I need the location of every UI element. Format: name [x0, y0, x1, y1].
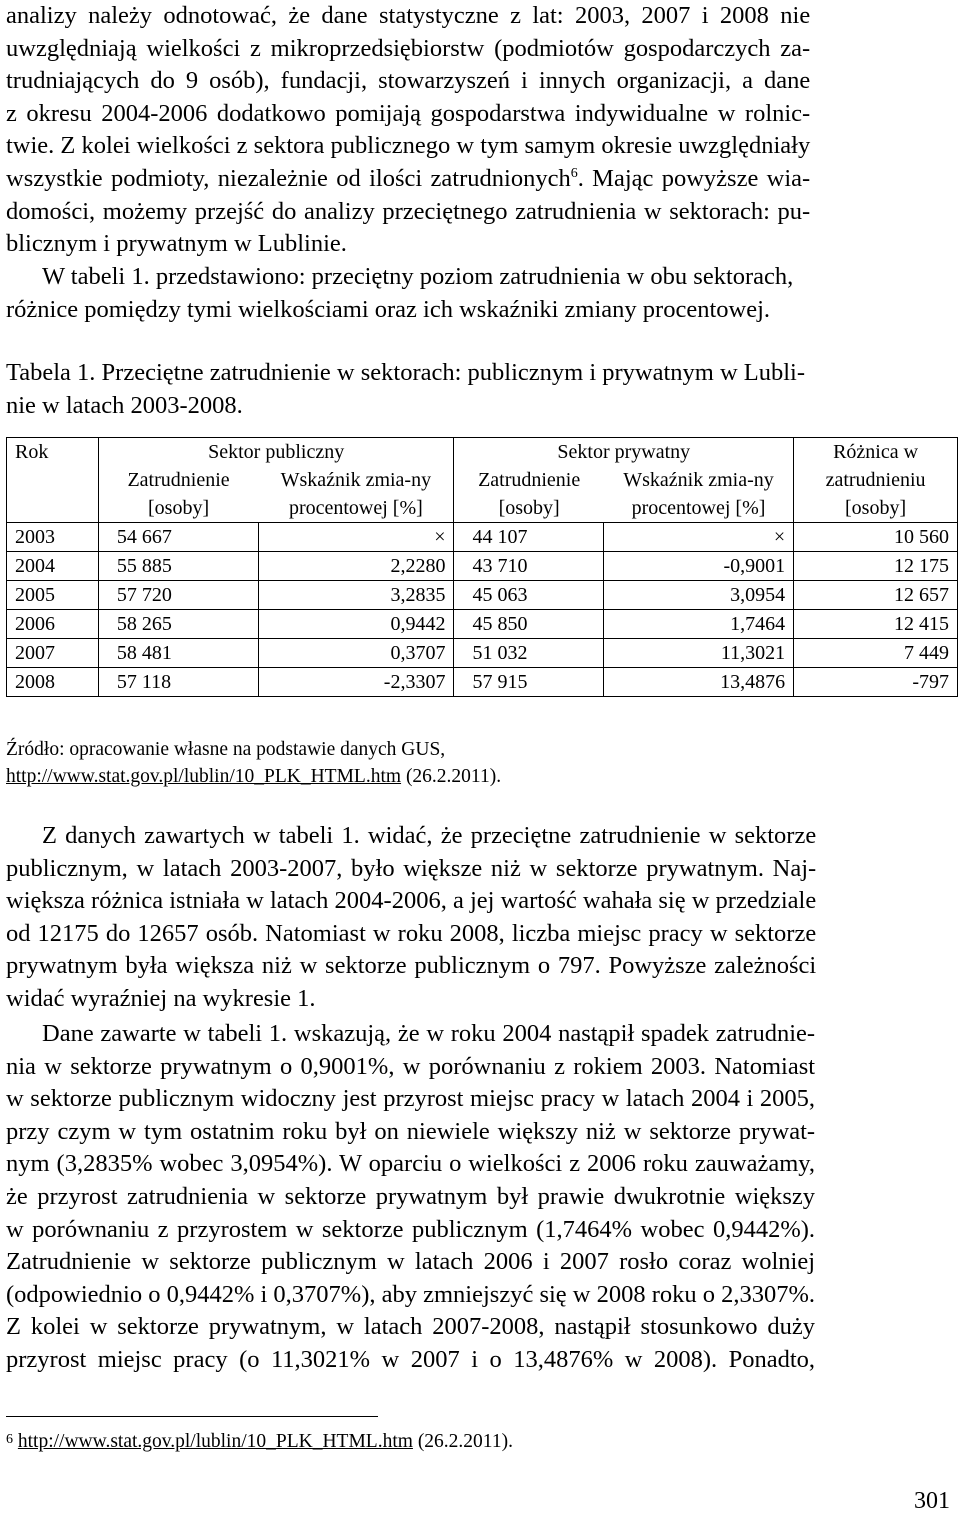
text-line: prywatnym była większa niż w sektorze publicznym o 797. Powyższe zależności	[6, 952, 817, 980]
source-link[interactable]: http://www.stat.gov.pl/lublin/10_PLK_HTML.htm	[6, 766, 402, 787]
cell-public-index: 0,3707	[258, 639, 454, 668]
table-row	[7, 552, 958, 581]
subheader-public-index: Wskaźnik zmia-ny procentowej [%]	[258, 466, 454, 523]
cell-private-index: ×	[604, 523, 794, 552]
cell-year: 2005	[7, 581, 99, 610]
table-header-row	[7, 438, 958, 467]
text-line: Dane zawarte w tabeli 1. wskazują, że w roku 2004 nastąpił spadek zatrudnie-	[42, 1020, 816, 1047]
footnote-number: 6	[6, 1432, 13, 1447]
text-line: W tabeli 1. przedstawiono: przeciętny poziom zatrudnienia w obu sektorach,	[42, 263, 794, 290]
paragraph-analysis-1	[6, 820, 816, 1016]
cell-private-employment: 43 710	[454, 552, 604, 581]
text-line: różnice pomiędzy tymi wielkościami oraz ich wskaźniki zmiany procentowej.	[6, 295, 771, 323]
cell-private-index: 3,0954	[604, 581, 794, 610]
cell-difference: 12 415	[794, 610, 958, 639]
text-line: widać wyraźniej na wykresie 1.	[6, 984, 316, 1012]
source-line	[6, 763, 501, 790]
cell-public-employment: 57 118	[98, 668, 258, 697]
cell-private-employment: 51 032	[454, 639, 604, 668]
cell-private-index: -0,9001	[604, 552, 794, 581]
header-difference: Różnica w zatrudnieniu [osoby]	[794, 438, 958, 523]
cell-year: 2007	[7, 639, 99, 668]
paragraph-intro	[6, 0, 810, 261]
text-line: Zatrudnienie w sektorze publicznym w latach 2006 i 2007 rosło coraz wolniej	[6, 1248, 816, 1276]
footnote-date: (26.2.2011).	[412, 1431, 513, 1452]
cell-year: 2008	[7, 668, 99, 697]
text-line: w porównaniu z przyrostem w sektorze publicznym (1,7464% wobec 0,9442%).	[6, 1215, 816, 1243]
text-line: Z danych zawartych w tabeli 1. widać, że przeciętne zatrudnienie w sektorze	[42, 822, 817, 849]
text-line: Tabela 1. Przeciętne zatrudnienie w sektorach: publicznym i prywatnym w Lubli-	[6, 359, 806, 386]
cell-public-employment: 54 667	[98, 523, 258, 552]
table-source	[6, 736, 501, 790]
text-line: analizy należy odnotować, że dane statystyczne z lat: 2003, 2007 i 2008 nie	[6, 2, 811, 29]
text-line: że przyrost zatrudnienia w sektorze prywatnym był prawie dwukrotnie większy	[6, 1182, 816, 1210]
cell-private-index: 13,4876	[604, 668, 794, 697]
text-line: blicznym i prywatnym w Lublinie.	[6, 230, 347, 258]
cell-private-employment: 57 915	[454, 668, 604, 697]
text-fragment: . Mając powyższe wia-	[577, 164, 811, 192]
cell-public-employment: 58 265	[98, 610, 258, 639]
paragraph-table-intro	[6, 261, 793, 326]
text-line: twie. Z kolei wielkości z sektora publicznego w tym samym okresie uwzględniały	[6, 132, 811, 160]
text-line: uwzględniają wielkości z mikroprzedsiębiorstw (podmiotów gospodarczych za-	[6, 34, 811, 62]
cell-difference: -797	[794, 668, 958, 697]
text-line: nym (3,2835% wobec 3,0954%). W oparciu o wielkości z 2006 roku zauważamy,	[6, 1150, 816, 1178]
header-public-sector: Sektor publiczny	[98, 438, 454, 467]
cell-private-employment: 44 107	[454, 523, 604, 552]
source-label: Źródło: opracowanie własne na podstawie danych GUS,	[6, 739, 446, 760]
text-line: domości, możemy przejść do analizy przeciętnego zatrudnienia w sektorach: pu-	[6, 197, 811, 225]
cell-difference: 12 657	[794, 581, 958, 610]
cell-public-index: 3,2835	[258, 581, 454, 610]
text-line: nia w sektorze prywatnym o 0,9001%, w porównaniu z rokiem 2003. Natomiast	[6, 1052, 816, 1080]
cell-public-index: -2,3307	[258, 668, 454, 697]
cell-year: 2004	[7, 552, 99, 581]
cell-public-index: 2,2280	[258, 552, 454, 581]
text-line: od 12175 do 12657 osób. Natomiast w roku 2008, liczba miejsc pracy w sektorze	[6, 919, 817, 947]
table-row	[7, 668, 958, 697]
cell-year: 2006	[7, 610, 99, 639]
cell-private-employment: 45 063	[454, 581, 604, 610]
cell-public-index: 0,9442	[258, 610, 454, 639]
subheader-public-employment: Zatrudnienie [osoby]	[98, 466, 258, 523]
page-number: 301	[914, 1488, 950, 1514]
text-line: Z kolei w sektorze prywatnym, w latach 2007-2008, nastąpił stosunkowo duży	[6, 1313, 816, 1341]
text-line-with-footnote	[6, 163, 810, 196]
text-line: nie w latach 2003-2008.	[6, 391, 243, 419]
text-fragment: wszystkie podmioty, niezależnie od ilości zatrudnionych	[6, 164, 571, 192]
table-row	[7, 639, 958, 668]
paragraph-analysis-2	[6, 1018, 815, 1377]
subheader-private-index: Wskaźnik zmia-ny procentowej [%]	[604, 466, 794, 523]
cell-private-employment: 45 850	[454, 610, 604, 639]
cell-public-employment: 58 481	[98, 639, 258, 668]
table-row	[7, 610, 958, 639]
cell-public-index: ×	[258, 523, 454, 552]
cell-difference: 12 175	[794, 552, 958, 581]
cell-private-index: 11,3021	[604, 639, 794, 668]
employment-table	[6, 437, 958, 697]
table-caption	[6, 357, 805, 422]
cell-difference: 7 449	[794, 639, 958, 668]
footnote-link[interactable]: http://www.stat.gov.pl/lublin/10_PLK_HTML.htm	[17, 1431, 413, 1452]
text-line: trudniających do 9 osób), fundacji, stowarzyszeń i innych organizacji, a dane	[6, 67, 811, 95]
subheader-private-employment: Zatrudnienie [osoby]	[454, 466, 604, 523]
cell-year: 2003	[7, 523, 99, 552]
footnote-divider	[6, 1416, 378, 1417]
text-line: przyrost miejsc pracy (o 11,3021% w 2007 i o 13,4876% w 2008). Ponadto,	[6, 1345, 816, 1373]
footnote	[6, 1429, 513, 1455]
table-row	[7, 523, 958, 552]
text-line: w sektorze publicznym widoczny jest przyrost miejsc pracy w latach 2004 i 2005,	[6, 1085, 816, 1113]
header-year: Rok	[7, 438, 99, 523]
text-line: przy czym w tym ostatnim roku był on niewiele większy niż w sektorze prywat-	[6, 1117, 816, 1145]
text-line: większa różnica istniała w latach 2004-2006, a jej wartość wahała się w przedziale	[6, 887, 817, 915]
header-private-sector: Sektor prywatny	[454, 438, 794, 467]
cell-public-employment: 55 885	[98, 552, 258, 581]
text-line: z okresu 2004-2006 dodatkowo pomijają gospodarstwa indywidualne w rolnic-	[6, 99, 811, 127]
cell-private-index: 1,7464	[604, 610, 794, 639]
table-row	[7, 581, 958, 610]
cell-difference: 10 560	[794, 523, 958, 552]
text-line: publicznym, w latach 2003-2007, było większe niż w sektorze prywatnym. Naj-	[6, 854, 817, 882]
cell-public-employment: 57 720	[98, 581, 258, 610]
text-line: (odpowiednio o 0,9442% i 0,3707%), aby zmniejszyć się w 2008 roku o 2,3307%.	[6, 1280, 816, 1308]
footnote-marker: 6	[570, 165, 578, 181]
source-date: (26.2.2011).	[401, 766, 502, 787]
